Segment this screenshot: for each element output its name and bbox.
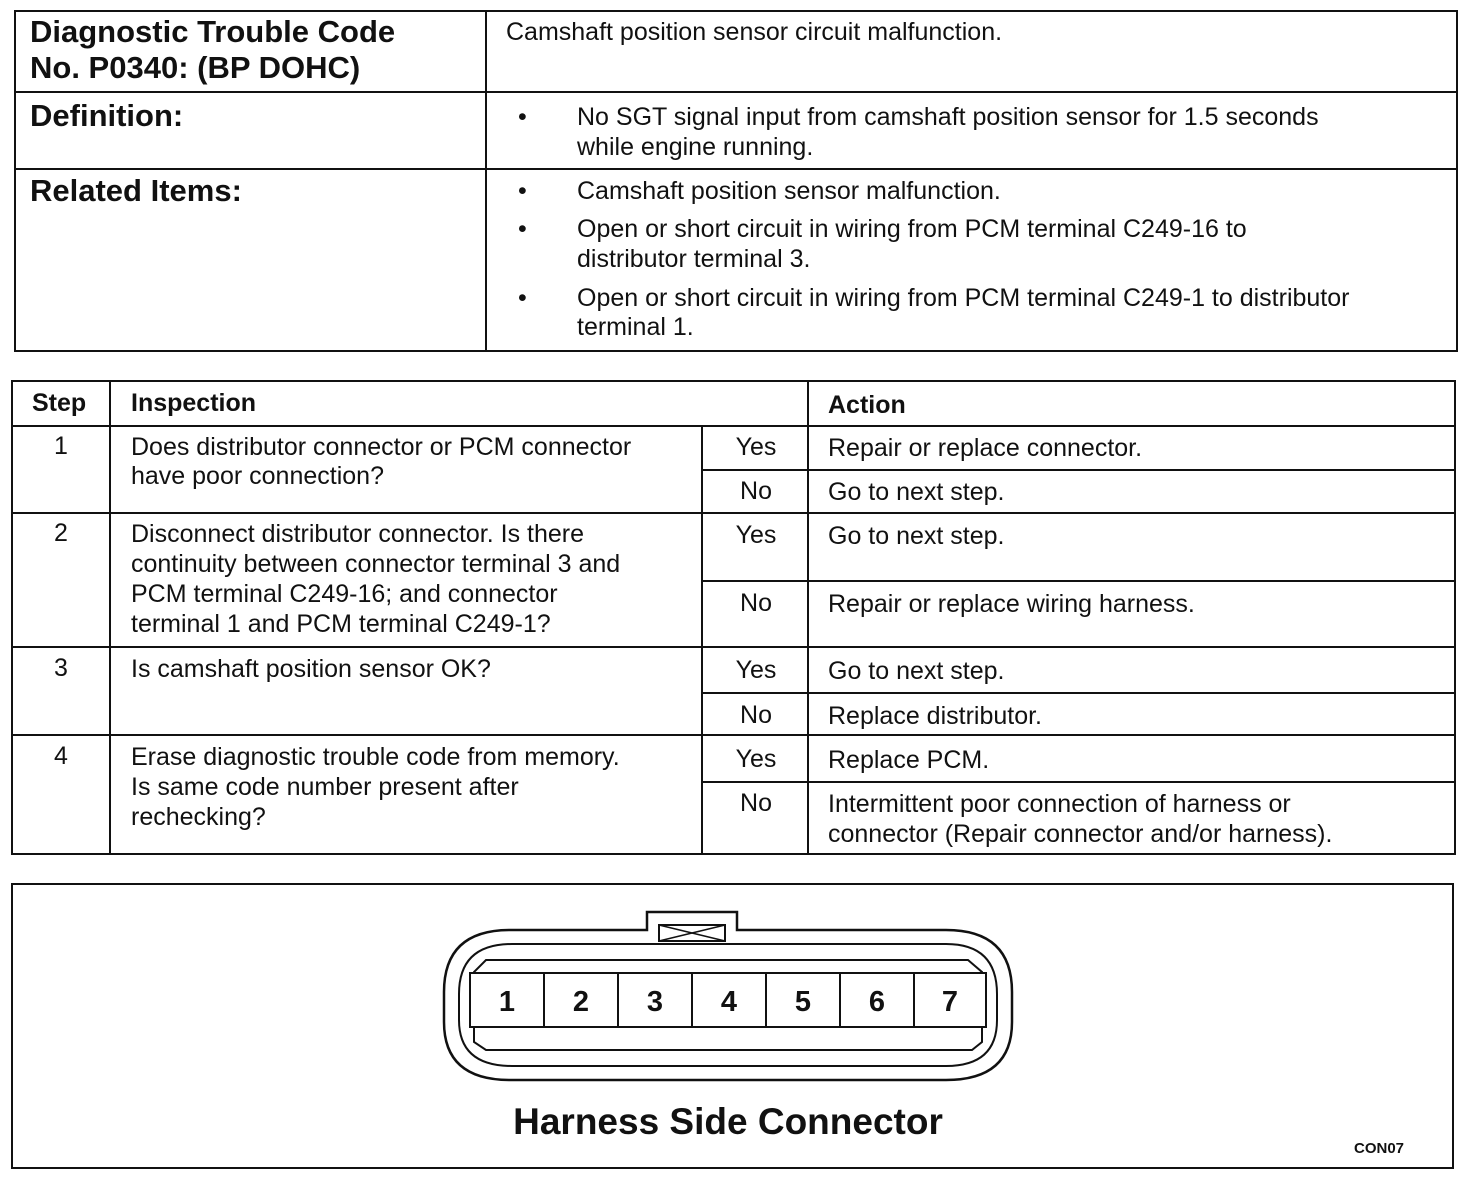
yes-action: Replace PCM. [828, 746, 990, 774]
figure-code: CON07 [1354, 1140, 1405, 1157]
no-label: No [740, 789, 772, 817]
inspection-line: terminal 1 and PCM terminal C249-1? [131, 610, 551, 638]
dtc-code-description: Camshaft position sensor circuit malfunction. [506, 18, 1003, 46]
no-action: Intermittent poor connection of harness or [828, 790, 1291, 818]
definition-text-line2: while engine running. [577, 133, 814, 161]
yes-label: Yes [735, 433, 777, 461]
yes-action: Go to next step. [828, 657, 1005, 685]
inspection-line: Does distributor connector or PCM connector [131, 433, 632, 461]
related-item-2-line1: Open or short circuit in wiring from PCM terminal C249-16 to [577, 215, 1247, 243]
related-items-label: Related Items: [30, 173, 242, 208]
step-number: 4 [54, 742, 68, 770]
pin-number-6: 6 [868, 986, 886, 1018]
related-bullet-3: • [518, 284, 527, 312]
yes-label: Yes [735, 745, 777, 773]
inspection-line: Is same code number present after [131, 773, 519, 801]
yes-action: Go to next step. [828, 522, 1005, 550]
inspection-line: PCM terminal C249-16; and connector [131, 580, 558, 608]
yes-label: Yes [735, 521, 777, 549]
inspection-line: Erase diagnostic trouble code from memory. [131, 743, 620, 771]
inspection-line: have poor connection? [131, 462, 384, 490]
related-item-1-line1: Camshaft position sensor malfunction. [577, 177, 1001, 205]
inspection-line: Disconnect distributor connector. Is there [131, 520, 585, 548]
header-step: Step [32, 389, 87, 417]
yes-action: Repair or replace connector. [828, 434, 1143, 462]
pin-number-1: 1 [498, 986, 516, 1018]
pin-number-4: 4 [720, 986, 738, 1018]
connector-caption: Harness Side Connector [513, 1101, 943, 1142]
pin-number-2: 2 [572, 986, 590, 1018]
yes-label: Yes [735, 656, 777, 684]
dtc-code-label-line1: Diagnostic Trouble Code [30, 14, 396, 49]
no-label: No [740, 477, 772, 505]
related-item-2-line2: distributor terminal 3. [577, 245, 811, 273]
inspection-line: Is camshaft position sensor OK? [131, 655, 491, 683]
inspection-line: continuity between connector terminal 3 and [131, 550, 621, 578]
pin-number-7: 7 [941, 986, 959, 1018]
pin-number-5: 5 [794, 986, 812, 1018]
no-action: Replace distributor. [828, 702, 1043, 730]
step-number: 3 [54, 654, 68, 682]
pin-number-3: 3 [646, 986, 664, 1018]
no-action: Repair or replace wiring harness. [828, 590, 1195, 618]
definition-text-line1: No SGT signal input from camshaft position sensor for 1.5 seconds [577, 103, 1319, 131]
header-inspection: Inspection [131, 389, 257, 417]
definition-label: Definition: [30, 98, 184, 133]
no-action: connector (Repair connector and/or harness). [828, 820, 1333, 848]
related-item-3-line1: Open or short circuit in wiring from PCM terminal C249-1 to distributor [577, 284, 1350, 312]
inspection-line: rechecking? [131, 803, 266, 831]
related-bullet-2: • [518, 215, 527, 243]
related-bullet-1: • [518, 177, 527, 205]
no-label: No [740, 589, 772, 617]
step-number: 2 [54, 519, 68, 547]
definition-bullet: • [518, 103, 527, 131]
no-action: Go to next step. [828, 478, 1005, 506]
dtc-code-label-line2: No. P0340: (BP DOHC) [30, 50, 361, 85]
related-item-3-line2: terminal 1. [577, 313, 694, 341]
header-action: Action [828, 391, 906, 419]
step-number: 1 [54, 432, 68, 460]
no-label: No [740, 701, 772, 729]
